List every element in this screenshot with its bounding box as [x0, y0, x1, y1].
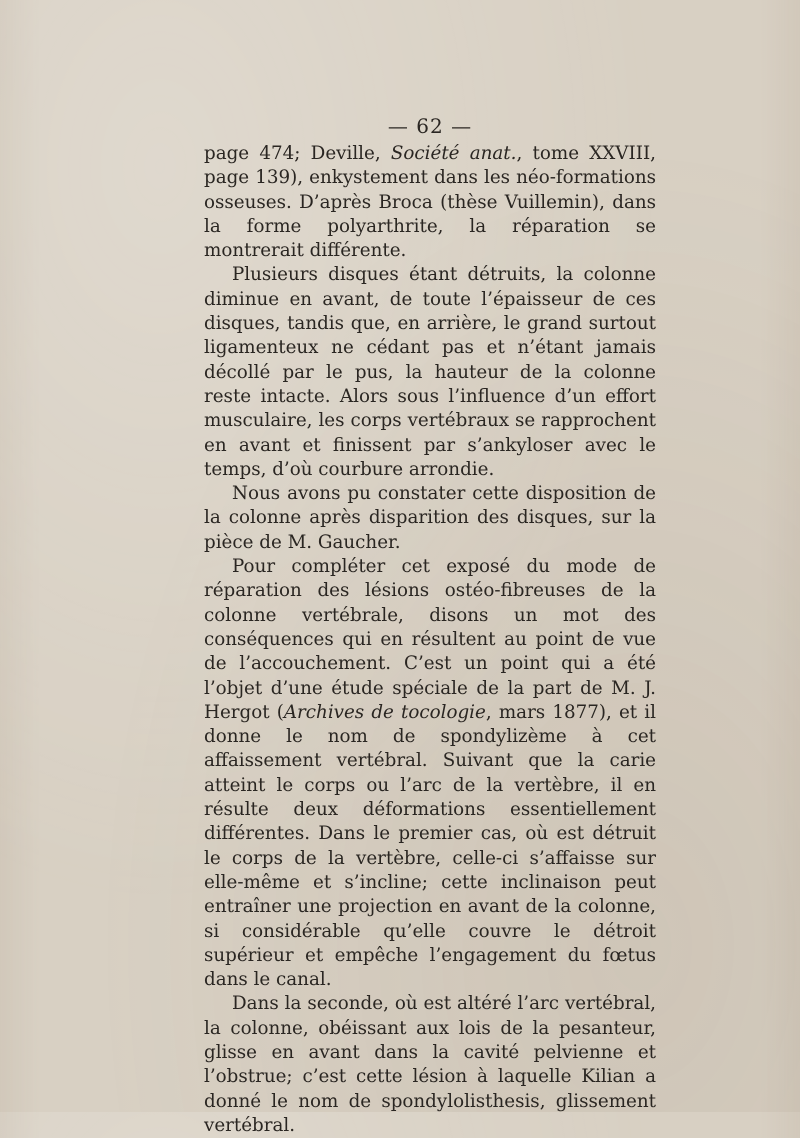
text-segment: Pour compléter cet exposé du mode de réparation des lésions ostéo-fibreuses de la colonne vertébrale, disons un mot des conséquences qui en résultent au point de vue de l’accouchement. C’est un point qui a été l’objet d’une étude spéciale de la part de M. J. Hergot (	[204, 556, 656, 723]
text-segment: Plusieurs disques étant détruits, la colonne diminue en avant, de toute l’épaisseur de ces disques, tandis que, en arrière, le grand surtout ligamenteux ne cédant pas et n’étant jamais décollé par le pus, la hauteur de la colonne reste intacte. Alors sous l’influence d’un effort musculaire, les corps vertébraux se rapprochent en avant et finissent par s’ankyloser avec le temps, d’où courbure arrondie.	[204, 264, 656, 480]
paragraph-0	[204, 142, 656, 263]
text-segment: , tome XXVIII, page 139), enkystement dans les néo-formations osseuses. D’après Broca (thèse Vuillemin), dans la forme polyarthrite, la réparation se montrerait différente.	[204, 143, 656, 262]
text-segment: , mars 1877), et il donne le nom de spondylizème à cet affaissement vertébral. Suivant que la carie atteint le corps ou l’arc de la vertèbre, il en résulte deux déformations essentiellement différentes. Dans le premier cas, où est détruit le corps de la vertèbre, celle-ci s’affaisse sur elle-même et s’incline; cette inclinaison peut entraîner une projection en avant de la colonne, si considérable qu’elle couvre le détroit supérieur et empêche l’engagement du fœtus dans le canal.	[204, 701, 656, 991]
text-segment: Nous avons pu constater cette disposition de la colonne après disparition des disques, sur la pièce de M. Gaucher.	[204, 483, 656, 553]
paragraph-4	[204, 992, 656, 1138]
text-segment: Dans la seconde, où est altéré l’arc vertébral, la colonne, obéissant aux lois de la pesanteur, glisse en avant dans la cavité pelvienne et l’obstrue; c’est cette lésion à laquelle Kilian a donné le nom de spondylolisthesis, glissement vertébral.	[204, 993, 656, 1136]
paragraph-2	[204, 482, 656, 555]
body-text	[204, 142, 656, 1138]
italic-reference: Archives de tocologie	[283, 701, 486, 723]
text-segment: page 474; Deville,	[204, 143, 391, 164]
paragraph-1	[204, 263, 656, 482]
italic-reference: Société anat.	[390, 143, 517, 164]
page-number: — 62 —	[387, 114, 473, 138]
paragraph-3	[204, 555, 656, 992]
